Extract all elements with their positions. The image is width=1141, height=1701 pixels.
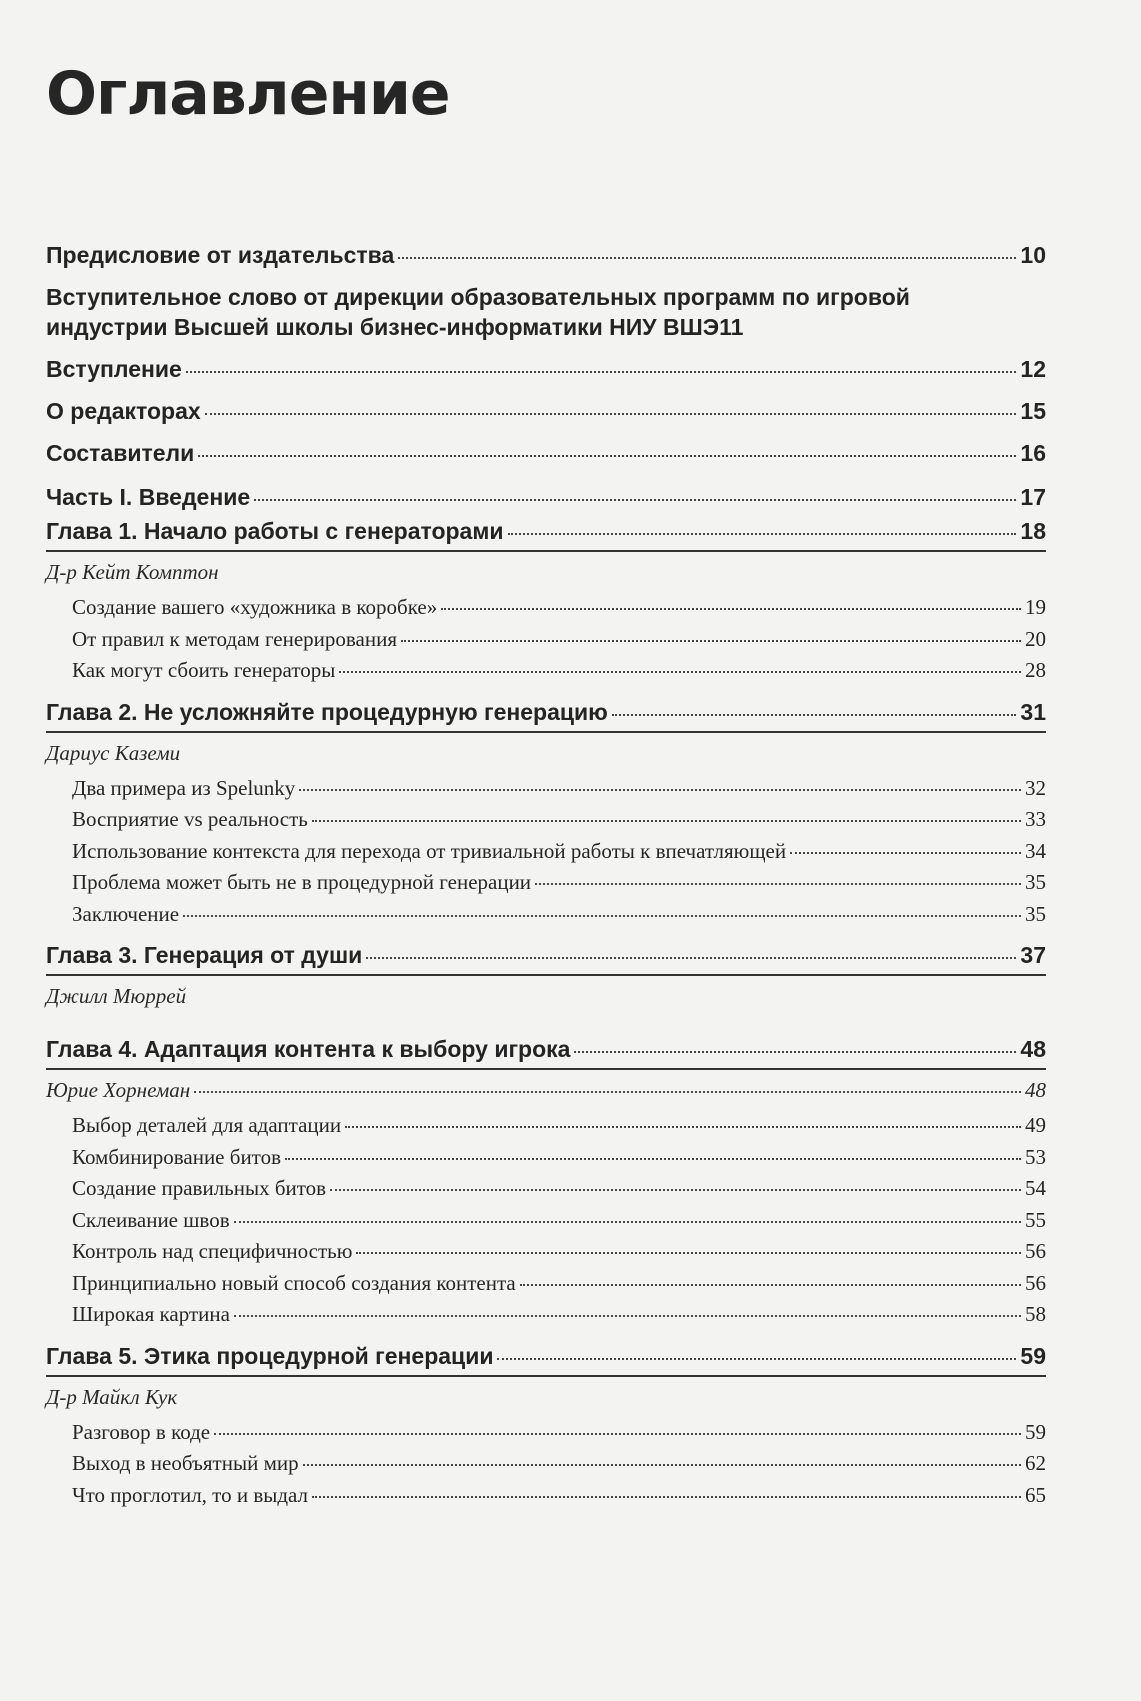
leader-dots <box>234 1221 1021 1223</box>
toc-entry-section[interactable] <box>46 1480 1046 1512</box>
toc-entry-label: Часть I. Введение <box>46 484 251 510</box>
leader-dots <box>345 1126 1021 1128</box>
toc-entry-section[interactable] <box>46 1110 1046 1142</box>
chapter-block <box>46 940 1046 1010</box>
toc-entry-section[interactable] <box>46 592 1046 624</box>
toc-entry-page: 17 <box>1020 484 1046 510</box>
leader-dots <box>205 413 1017 415</box>
toc-entry-about-editors[interactable] <box>46 396 1046 426</box>
leader-dots <box>312 1496 1021 1498</box>
toc-entry-chapter-4[interactable] <box>46 1034 1046 1070</box>
chapter-author[interactable] <box>46 1076 1046 1104</box>
toc-entry-label: Глава 4. Адаптация контента к выбору игрока <box>46 1036 571 1062</box>
toc-entry-label: Два примера из Spelunky <box>72 775 296 800</box>
leader-dots <box>339 671 1021 673</box>
toc-entry-page: 58 <box>1025 1302 1046 1326</box>
toc-entry-label: Создание вашего «художника в коробке» <box>72 595 438 619</box>
toc-entry-page: 12 <box>1020 356 1046 382</box>
toc-entry-chapter-3[interactable] <box>46 940 1046 976</box>
toc-entry-page: 53 <box>1025 1144 1046 1169</box>
toc-entry-page: 10 <box>1020 242 1046 268</box>
leader-dots <box>312 820 1021 822</box>
toc-entry-label: Выход в необъятный мир <box>72 1451 299 1475</box>
leader-dots <box>574 1051 1016 1053</box>
toc-entry-section[interactable] <box>46 1299 1046 1331</box>
toc-entry-page: 37 <box>1020 942 1046 968</box>
toc-entry-label: Выбор деталей для адаптации <box>72 1113 342 1137</box>
toc-entry-page: 11 <box>719 314 744 340</box>
toc-entry-section[interactable] <box>46 1236 1046 1268</box>
toc-entry-label: Контроль над специфичностью <box>72 1239 353 1263</box>
toc-entry-label: Использование контекста для перехода от тривиальной работы к впечатляющей <box>72 838 787 863</box>
toc-entry-section[interactable] <box>46 773 1046 805</box>
leader-dots <box>508 533 1017 535</box>
toc-entry-label: Разговор в коде <box>72 1419 211 1444</box>
leader-dots <box>299 789 1021 791</box>
toc-entry-page: 59 <box>1020 1342 1046 1369</box>
toc-entry-label: Глава 5. Этика процедурной генерации <box>46 1342 494 1369</box>
toc-entry-label: Проблема может быть не в процедурной генерации <box>72 870 532 894</box>
toc-entry-section[interactable] <box>46 836 1046 868</box>
toc-entry-section[interactable] <box>46 1173 1046 1205</box>
toc-entry-section[interactable] <box>46 804 1046 836</box>
toc-entry-label: Глава 3. Генерация от души <box>46 942 363 968</box>
toc-entry-page: 20 <box>1025 626 1046 651</box>
toc-entry-section[interactable] <box>46 1142 1046 1174</box>
toc-entry-page: 33 <box>1025 807 1046 831</box>
toc-entry-page: 19 <box>1025 595 1046 619</box>
toc-entry-label-line-2: индустрии Высшей школы бизнес-информатики НИУ ВШЭ <box>46 314 720 340</box>
toc-entry-page: 49 <box>1025 1113 1046 1137</box>
chapter-author: Д-р Майкл Кук <box>46 1384 178 1409</box>
leader-dots <box>186 371 1017 373</box>
toc-entry-page: 56 <box>1025 1239 1046 1263</box>
leader-dots <box>366 957 1016 959</box>
toc-entry-label: Широкая картина <box>72 1302 230 1326</box>
toc-entry-page: 65 <box>1025 1482 1046 1507</box>
toc-entry-page: 16 <box>1020 440 1046 466</box>
toc-entry-part-1[interactable] <box>46 482 1046 512</box>
toc-entry-page: 32 <box>1025 775 1046 800</box>
toc-entry-label: Создание правильных битов <box>72 1176 327 1200</box>
toc-entry-page: 62 <box>1025 1451 1046 1475</box>
toc-entry-page: 15 <box>1020 398 1046 424</box>
toc-entry-label: Как могут сбоить генераторы <box>72 658 336 682</box>
leader-dots <box>214 1433 1021 1435</box>
chapter-author: Д-р Кейт Комптон <box>46 560 219 584</box>
toc-entry-introductory-word[interactable] <box>46 282 1046 342</box>
toc-entry-section[interactable] <box>46 899 1046 931</box>
toc-entry-section[interactable] <box>46 1417 1046 1449</box>
leader-dots <box>790 852 1021 854</box>
chapter-author-page: 48 <box>1025 1078 1046 1102</box>
toc-entry-label: Вступление <box>46 356 182 382</box>
toc-entry-label: Заключение <box>72 901 180 926</box>
toc-entry-label-line-1: Вступительное слово от дирекции образовательных программ по игровой <box>46 284 910 310</box>
toc-entry-label: Глава 2. Не усложняйте процедурную генерацию <box>46 698 608 725</box>
toc-entry-label: Принципиально новый способ создания контента <box>72 1270 516 1295</box>
leader-dots <box>198 455 1016 457</box>
chapter-block <box>46 1341 1046 1512</box>
toc-entry-label: Предисловие от издательства <box>46 242 395 268</box>
toc-entry-chapter-2[interactable] <box>46 697 1046 733</box>
chapter-author: Дариус Каземи <box>46 740 181 765</box>
page-title: Оглавление <box>46 59 450 129</box>
leader-dots <box>254 499 1016 501</box>
leader-dots <box>303 1464 1021 1466</box>
toc-entry-section[interactable] <box>46 1448 1046 1480</box>
toc-entry-label: От правил к методам генерирования <box>72 626 397 651</box>
toc-entry-page: 28 <box>1025 658 1046 682</box>
leader-dots <box>612 714 1017 716</box>
toc-entry-page: 59 <box>1025 1419 1046 1444</box>
toc-entry-label: О редакторах <box>46 398 201 424</box>
toc-entry-page: 35 <box>1025 870 1046 894</box>
toc-entry-compilers[interactable] <box>46 438 1046 468</box>
toc-entry-page: 18 <box>1020 518 1046 544</box>
toc-entry-page: 35 <box>1025 901 1046 926</box>
leader-dots <box>398 257 1016 259</box>
leader-dots <box>356 1252 1021 1254</box>
toc-entry-label: Глава 1. Начало работы с генераторами <box>46 518 504 544</box>
toc-entry-page: 55 <box>1025 1207 1046 1232</box>
leader-dots <box>401 640 1021 642</box>
leader-dots <box>183 915 1021 917</box>
toc-entry-label: Комбинирование битов <box>72 1144 281 1169</box>
toc-entry-label: Составители <box>46 440 195 466</box>
toc-entry-section[interactable] <box>46 655 1046 687</box>
toc-entry-label: Склеивание швов <box>72 1207 230 1232</box>
toc-entry-page: 34 <box>1025 838 1046 863</box>
leader-dots <box>285 1158 1021 1160</box>
toc-entry-label: Что проглотил, то и выдал <box>72 1482 309 1507</box>
leader-dots <box>330 1189 1021 1191</box>
leader-dots <box>520 1284 1021 1286</box>
chapter-author: Джилл Мюррей <box>46 984 187 1008</box>
chapter-block <box>46 697 1046 931</box>
toc-entry-preface[interactable] <box>46 240 1046 270</box>
toc-entry-section[interactable] <box>46 867 1046 899</box>
toc-entry-chapter-5[interactable] <box>46 1341 1046 1377</box>
toc-entry-page: 54 <box>1025 1176 1046 1200</box>
toc-entry-section[interactable] <box>46 624 1046 656</box>
leader-dots <box>497 1358 1016 1360</box>
toc-entry-page: 48 <box>1020 1036 1046 1062</box>
leader-dots <box>441 608 1021 610</box>
toc-entry-page: 56 <box>1025 1270 1046 1295</box>
toc-entry-chapter-1[interactable] <box>46 516 1046 552</box>
toc-entry-label: Восприятие vs реальность <box>72 807 308 831</box>
chapter-block <box>46 516 1046 687</box>
chapter-author-name: Юрие Хорнеман <box>46 1078 191 1102</box>
leader-dots <box>535 883 1021 885</box>
chapter-block <box>46 1034 1046 1331</box>
toc-entry-section[interactable] <box>46 1268 1046 1300</box>
table-of-contents <box>46 240 1046 1521</box>
toc-entry-introduction[interactable] <box>46 354 1046 384</box>
leader-dots <box>194 1091 1021 1093</box>
toc-entry-page: 31 <box>1020 698 1046 725</box>
leader-dots <box>234 1315 1021 1317</box>
toc-entry-section[interactable] <box>46 1205 1046 1237</box>
